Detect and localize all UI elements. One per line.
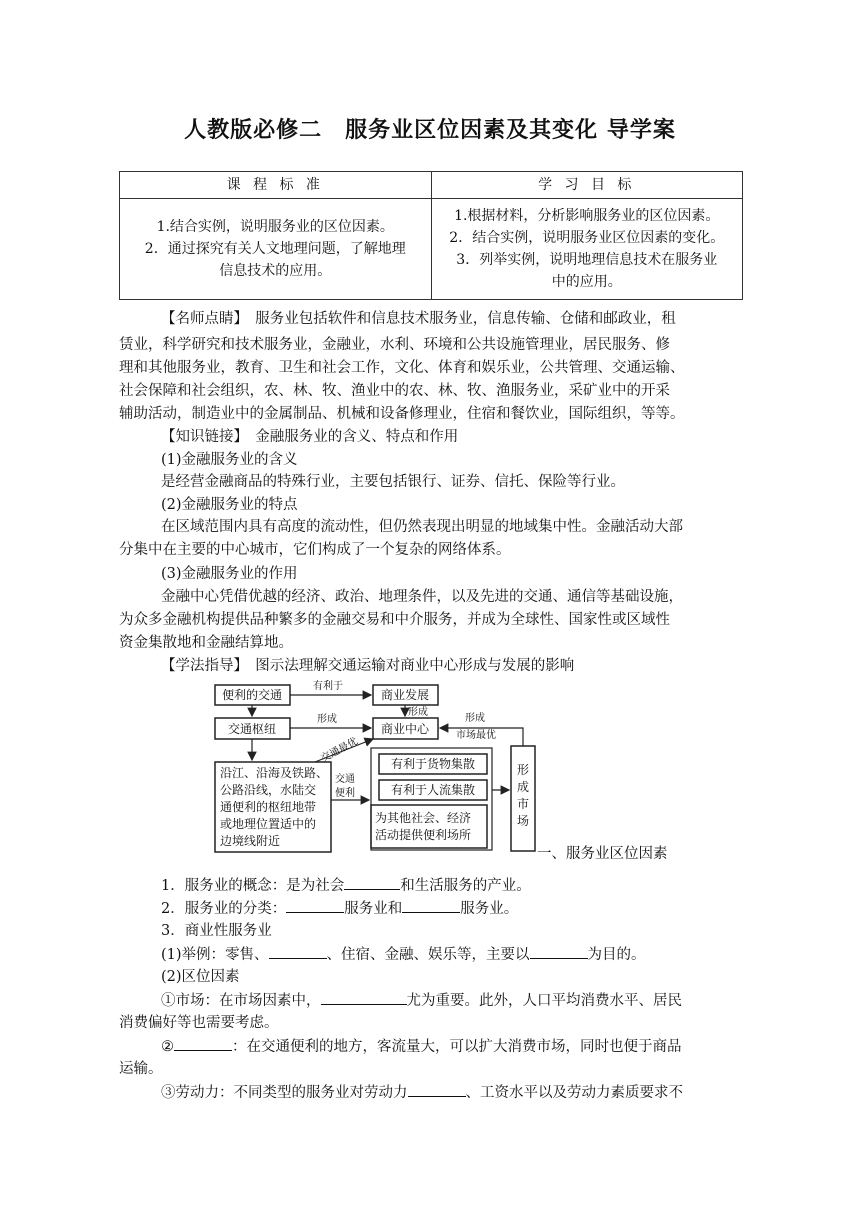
objective-line: 1.根据材料，分析影响服务业的区位因素。: [454, 208, 720, 224]
body-line: 分集中在主要的中心城市，它们构成了一个复杂的网络体系。: [119, 542, 511, 558]
objective-line: 中的应用。: [551, 274, 622, 290]
answer-blank[interactable]: [321, 988, 407, 1005]
lbl-transport-best: 交通最优: [319, 736, 360, 765]
factor-labor: ③劳动力：不同类型的服务业对劳动力 、工资水平以及劳动力素质要求不: [161, 1080, 860, 1105]
body-line: (3)金融服务业的作用: [161, 566, 298, 582]
factor-market-cont: 消费偏好等也需要考虑。: [119, 1015, 279, 1031]
body-line: 辅助活动，制造业中的金属制品、机械和设备修理业，住宿和餐饮业，国际组织，等等。: [119, 406, 685, 422]
table-header-objectives: 学 习 目 标: [431, 172, 743, 199]
lbl-transport-conv-1: 交通: [335, 774, 355, 785]
curriculum-standards-table: [119, 171, 743, 300]
answer-blank[interactable]: [402, 896, 460, 913]
lbl-market-char: 形: [516, 763, 530, 777]
objective-line: 3．列举实例，说明地理信息技术在服务业: [456, 252, 718, 268]
body-line: 【学法指导】 图示法理解交通运输对商业中心形成与发展的影响: [161, 658, 575, 674]
lbl-location-line: 通便利的枢纽地带: [220, 800, 317, 814]
body-line: 赁业，科学研究和技术服务业，金融业，水利、环境和公共设施管理业，居民服务、修: [119, 337, 670, 353]
lbl-box-convenient: 便利的交通: [221, 688, 283, 702]
answer-blank[interactable]: [408, 1080, 466, 1097]
body-line: 【名师点睛】 服务业包括软件和信息技术服务业，信息传输、仓储和邮政业，租: [161, 311, 676, 327]
body-line: 金融中心凭借优越的经济、政治、地理条件，以及先进的交通、通信等基础设施，: [161, 589, 683, 605]
lbl-location-line: 或地理位置适中的: [220, 817, 317, 831]
body-line: 资金集散地和金融结算地。: [119, 635, 293, 651]
lbl-form-1: 形成: [408, 707, 428, 718]
transport-commerce-diagram: [205, 676, 545, 854]
lbl-market-best: 市场最优: [456, 730, 496, 741]
lbl-box-goods: 有利于货物集散: [390, 757, 476, 771]
standard-line: 信息技术的应用。: [219, 263, 332, 279]
page-title: 人教版必修二 服务业区位因素及其变化 导学案: [184, 118, 676, 143]
body-line: 在区域范围内具有高度的流动性，但仍然表现出明显的地域集中性。金融活动大部: [161, 519, 683, 535]
standard-line: 1.结合实例，说明服务业的区位因素。: [156, 219, 394, 235]
lbl-box-develop: 商业发展: [380, 688, 430, 702]
table-header-standards: 课 程 标 准: [120, 172, 432, 199]
factor-transport-cont: 运输。: [119, 1061, 163, 1077]
lbl-box-center: 商业中心: [380, 722, 430, 736]
body-line: (1)金融服务业的含义: [161, 452, 298, 468]
body-line: 为众多金融机构提供品种繁多的金融交易和中介服务，并成为全球性、国家性或区域性: [119, 612, 670, 628]
answer-blank[interactable]: [344, 873, 400, 890]
answer-blank[interactable]: [286, 896, 344, 913]
question-1: 1．服务业的概念：是为社会 和生活服务的产业。: [161, 873, 860, 898]
body-line: 社会保障和社会组织，农、林、牧、渔业中的农、林、牧、渔服务业，采矿业中的开采: [119, 383, 670, 399]
lbl-market-char: 场: [516, 814, 530, 828]
lbl-location-line: 边境线附近: [220, 834, 281, 848]
answer-blank[interactable]: [269, 942, 327, 959]
lbl-form-2: 形成: [317, 714, 337, 725]
lbl-box-hub: 交通枢纽: [227, 722, 277, 736]
answer-blank[interactable]: [174, 1034, 232, 1051]
lbl-beneficial: 有利于: [313, 681, 343, 692]
standard-line: 2．通过探究有关人文地理问题，了解地理: [144, 241, 406, 257]
lbl-transport-conv-2: 便利: [335, 788, 355, 799]
question-3-1: (1)举例：零售、 、住宿、金融、娱乐等，主要以 为目的。: [161, 942, 860, 967]
lbl-market-char: 成: [516, 780, 530, 794]
body-line: 理和其他服务业，教育、卫生和社会工作，文化、体育和娱乐业，公共管理、交通运输、: [119, 360, 685, 376]
objectives-cell: [431, 199, 743, 300]
body-line: (2)金融服务业的特点: [161, 497, 298, 513]
lbl-location-line: 沿江、沿海及铁路、: [220, 766, 329, 780]
question-3-2: (2)区位因素: [161, 969, 240, 985]
factor-market: ①市场：在市场因素中， 尤为重要。此外，人口平均消费水平、居民: [161, 988, 860, 1013]
standards-cell: [120, 199, 432, 300]
lbl-form-3: 形成: [465, 713, 485, 724]
question-2: 2．服务业的分类： 服务业和 服务业。: [161, 896, 860, 921]
section-heading: 一、服务业区位因素: [537, 846, 668, 862]
lbl-venue-line: 为其他社会、经济: [375, 811, 472, 825]
question-3: 3．商业性服务业: [161, 923, 272, 939]
factor-transport: ② ：在交通便利的地方，客流量大，可以扩大消费市场，同时也便于商品: [161, 1034, 860, 1059]
objective-line: 2．结合实例，说明服务业区位因素的变化。: [449, 230, 725, 246]
lbl-market-char: 市: [516, 797, 530, 811]
lbl-box-people: 有利于人流集散: [390, 783, 476, 797]
lbl-venue-line: 活动提供便利场所: [375, 828, 472, 842]
body-line: 【知识链接】 金融服务业的含义、特点和作用: [161, 429, 459, 445]
answer-blank[interactable]: [530, 942, 588, 959]
body-line: 是经营金融商品的特殊行业，主要包括银行、证券、信托、保险等行业。: [161, 474, 625, 490]
lbl-location-line: 公路沿线，水陆交: [220, 783, 317, 797]
